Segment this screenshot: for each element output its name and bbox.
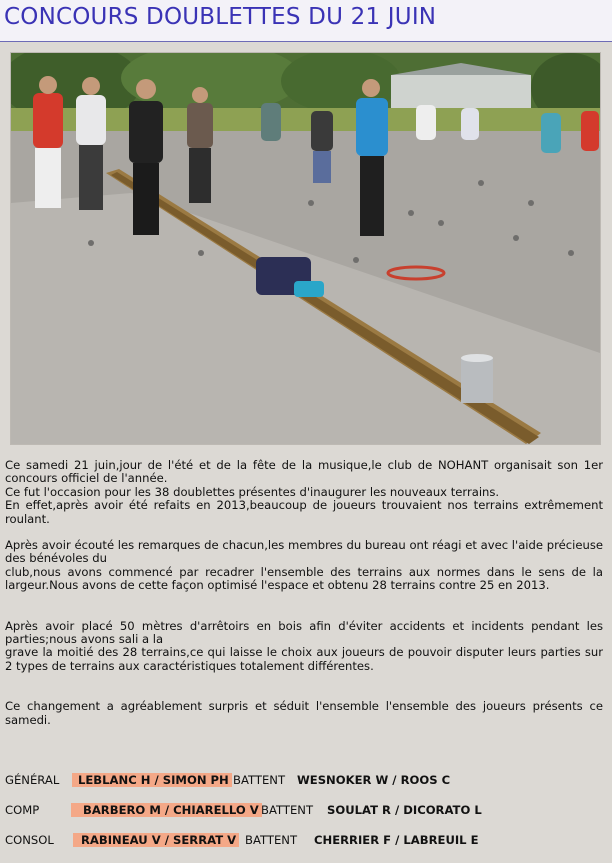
result-category: COMP	[5, 803, 40, 817]
paragraph: Après avoir placé 50 mètres d'arrêtoirs en bois afin d'éviter accidents et incidents pendant les parties;nous avons sali a la	[5, 618, 603, 647]
petanque-photo	[10, 52, 601, 445]
result-loser: CHERRIER F / LABREUIL E	[314, 833, 479, 847]
result-category: CONSOL	[5, 833, 54, 847]
results-list	[5, 773, 605, 863]
result-verb: BATTENT	[261, 803, 314, 817]
paragraph: Ce fut l'occasion pour les 38 doublettes présentes d'inaugurer les nouveaux terrains.	[5, 484, 500, 499]
result-loser: WESNOKER W / ROOS C	[297, 773, 451, 787]
paragraph: En effet,après avoir été refaits en 2013,beaucoup de joueurs trouvaient nos terrains extrêmement roulant.	[5, 498, 603, 526]
result-winner: RABINEAU V / SERRAT V	[73, 833, 239, 847]
article-text	[5, 459, 603, 727]
result-verb: BATTENT	[233, 773, 286, 787]
paragraph: Ce samedi 21 juin,jour de l'été et de la fête de la musique,le club de NOHANT organisait son 1er concours officiel de l'année.	[5, 458, 603, 486]
result-row-general	[5, 773, 605, 803]
paragraph: Après avoir écouté les remarques de chacun,les membres du bureau ont réagi et avec l'aide précieuse des bénévoles du	[5, 538, 603, 566]
result-category: GÉNÉRAL	[5, 773, 60, 787]
result-verb: BATTENT	[245, 833, 298, 847]
result-loser: SOULAT R / DICORATO L	[327, 803, 482, 817]
page-title: CONCOURS DOUBLETTES DU 21 JUIN	[4, 4, 437, 30]
paragraph: grave la moitié des 28 terrains,ce qui laisse le choix aux joueurs de pouvoir disputer leurs parties sur 2 types de terrains aux caractéristiques totalement différentes.	[5, 645, 603, 673]
paragraph: club,nous avons commencé par recadrer l'ensemble des terrains aux normes dans le sens de la largeur.Nous avons de cette façon optimisé l'espace et obtenu 28 terrains contre 25 en 2013.	[5, 564, 603, 593]
result-winner: BARBERO M / CHIARELLO V	[71, 803, 262, 817]
result-row-comp	[5, 803, 605, 833]
paragraph: Ce changement a agréablement surpris et séduit l'ensemble l'ensemble des joueurs présents ce samedi.	[5, 699, 603, 727]
page-header	[0, 0, 612, 42]
result-winner: LEBLANC H / SIMON PH	[72, 773, 232, 787]
